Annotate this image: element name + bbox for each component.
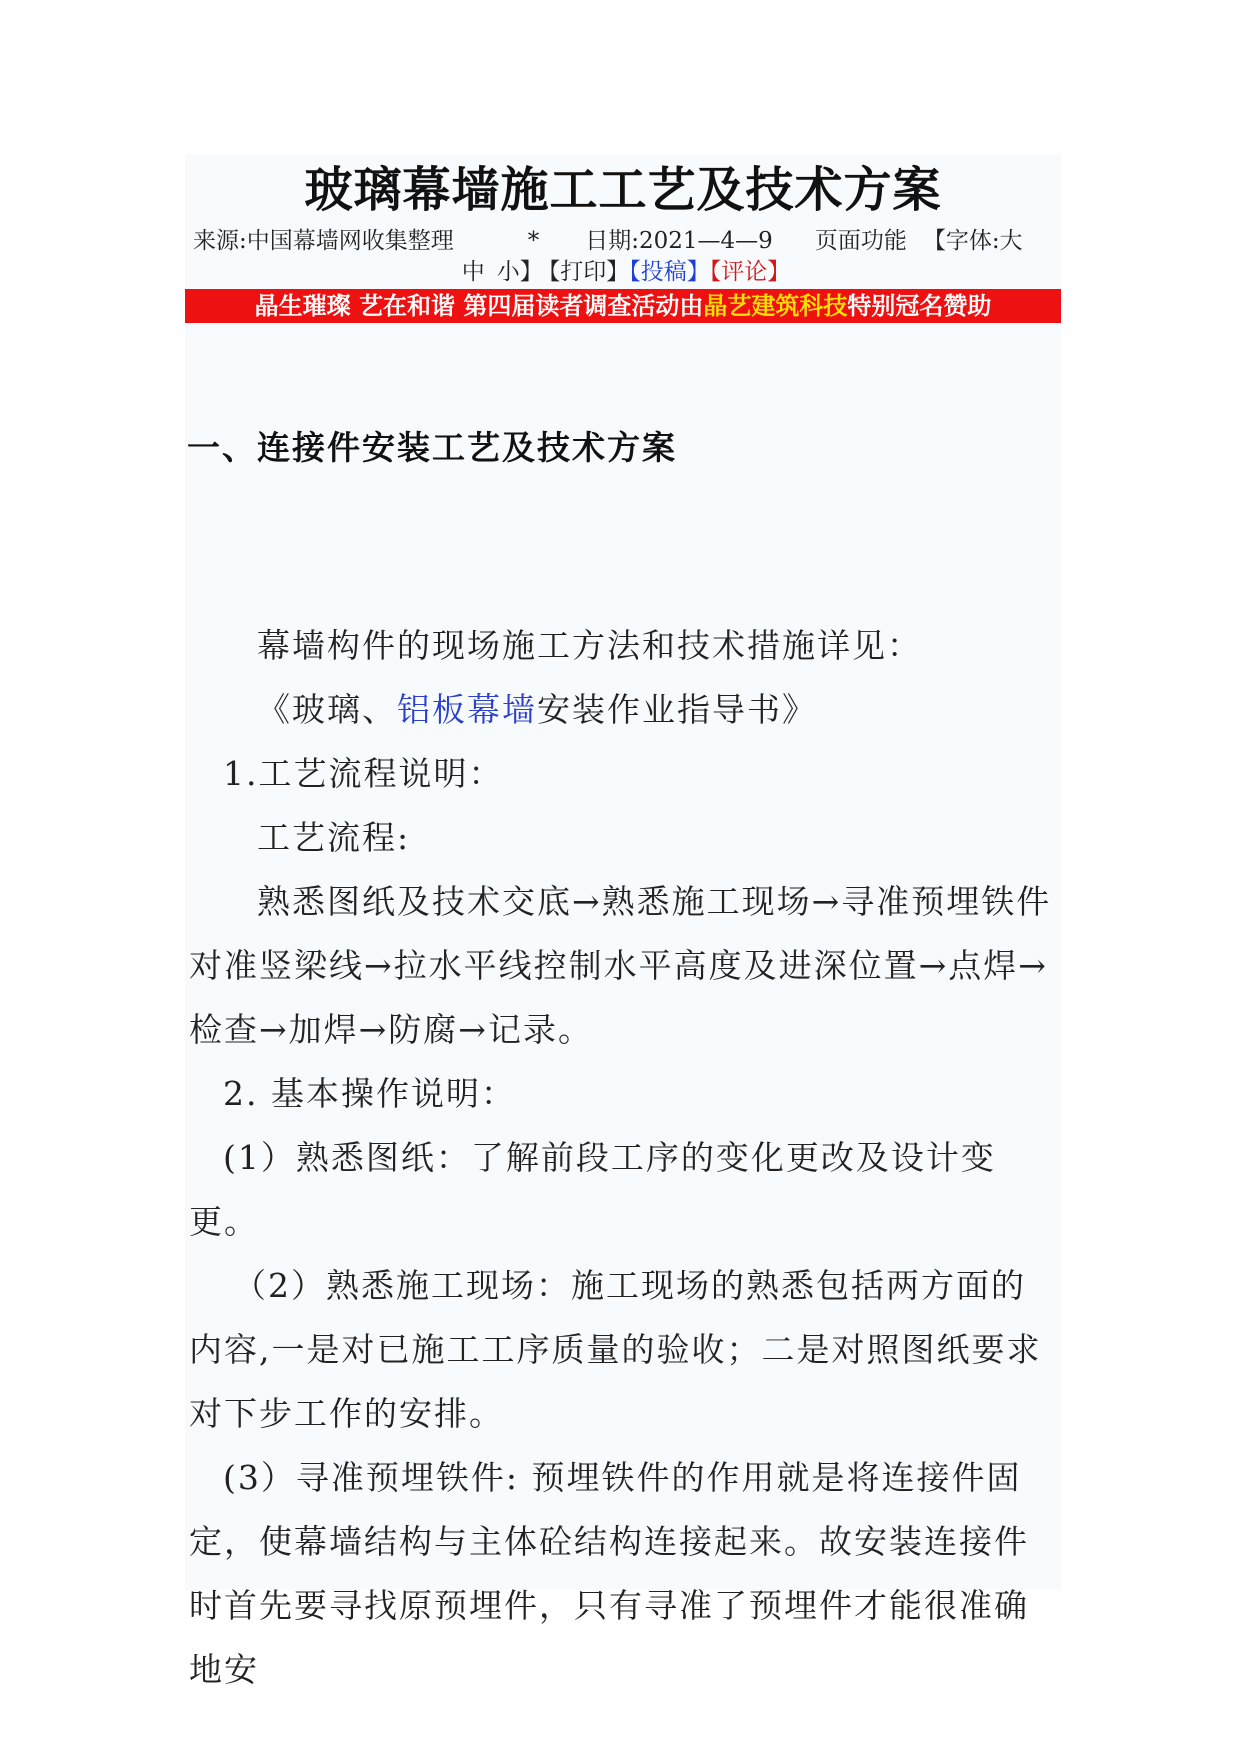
font-size-medium-button[interactable]: 中 [461,259,485,285]
font-size-large-button[interactable]: 【字体:大 [922,228,1023,254]
meta-separator: * [527,228,540,254]
print-link[interactable]: 【打印】 [548,259,630,285]
banner-text-after: 特别冠名赞助 [847,291,992,320]
reference-paragraph [189,678,1055,742]
source-text: 来源:中国幕墙网收集整理 [193,228,454,254]
page-functions-label: 页面功能 [814,228,907,254]
reference-open: 《玻璃、 [257,690,397,729]
date-text: 日期:2021—4—9 [585,228,773,254]
section-2-heading: 2. 基本操作说明： [223,1074,516,1113]
step-1-paragraph: (1）熟悉图纸：了解前段工序的变化更改及设计变更。 [189,1138,996,1241]
step-3-paragraph: (3）寻准预埋铁件: 预埋铁件的作用就是将连接件固定，使幕墙结构与主体砼结构连接起来。故安装连接件时首先要寻找原预埋件，只有寻准了预埋件才能很准确地安 [189,1458,1029,1689]
article-body [189,614,1055,1702]
aluminum-curtain-wall-link[interactable]: 铝板幕墙 [397,690,537,729]
font-size-small-button[interactable]: 小】 [496,259,543,285]
article-panel [185,154,1061,1689]
submit-link[interactable]: 【投稿】 [629,259,710,285]
section-heading: 一、连接件安装工艺及技术方案 [187,428,677,467]
step-2-paragraph: （2）熟悉施工现场：施工现场的熟悉包括两方面的内容,一是对已施工工序质量的验收；二是对照图纸要求对下步工作的安排。 [189,1266,1042,1433]
banner-sponsor-name[interactable]: 晶艺建筑科技 [703,291,848,320]
section-1-heading: 1.工艺流程说明： [223,754,504,793]
comment-link[interactable]: 【评论】 [709,259,791,285]
article-meta [193,226,1053,288]
intro-paragraph: 幕墙构件的现场施工方法和技术措施详见： [257,626,922,665]
sponsor-banner[interactable] [185,289,1061,323]
reference-close: 安装作业指导书》 [537,690,817,729]
process-flow-paragraph: 熟悉图纸及技术交底→熟悉施工现场→寻准预埋铁件对准竖梁线→拉水平线控制水平高度及进深位置→点焊→检查→加焊→防腐→记录。 [189,882,1052,1049]
banner-text-before: 晶生璀璨 艺在和谐 第四届读者调查活动由 [254,291,704,320]
article-title: 玻璃幕墙施工工艺及技术方案 [304,162,942,218]
process-label: 工艺流程: [257,818,411,857]
